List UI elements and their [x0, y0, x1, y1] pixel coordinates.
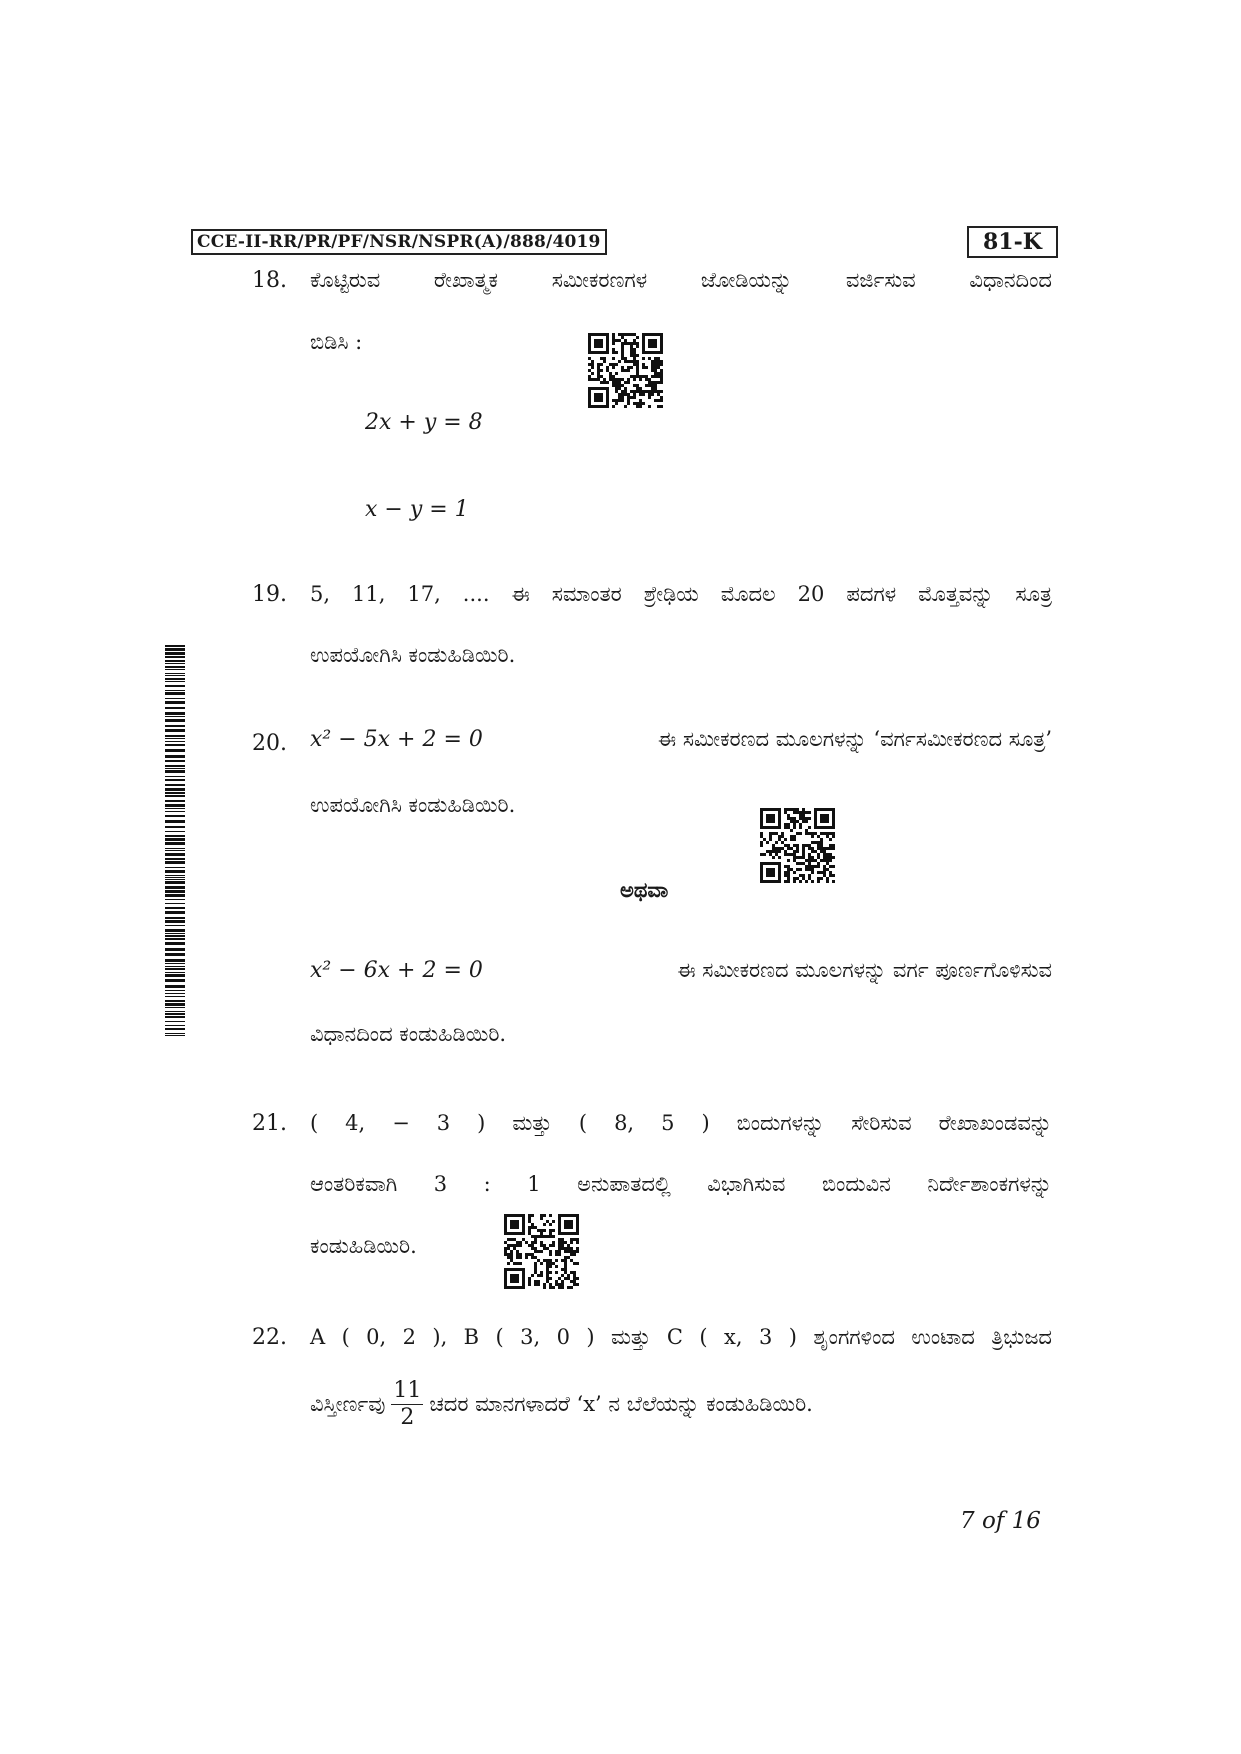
barcode-icon [165, 645, 185, 1040]
question-number: 22. [252, 1325, 287, 1350]
equation: 2x + y = 8 [365, 410, 483, 435]
quadratic-equation: x² − 5x + 2 = 0 [310, 727, 483, 752]
quadratic-equation: x² − 6x + 2 = 0 [310, 958, 483, 983]
question-paper-code: CCE-II-RR/PR/PF/NSR/NSPR(A)/888/4019 [191, 229, 607, 255]
fraction-numerator: 11 [393, 1378, 422, 1403]
question-text: ವಿಧಾನದಿಂದ ಕಂಡುಹಿಡಿಯಿರಿ. [310, 1022, 507, 1046]
question-number: 18. [252, 268, 287, 293]
page-number: 7 of 16 [960, 1508, 1041, 1534]
fraction [391, 1378, 423, 1431]
question-number: 19. [252, 582, 287, 607]
question-text: ಕೊಟ್ಟಿರುವ ರೇಖಾತ್ಮಕ ಸಮೀಕರಣಗಳ ಜೋಡಿಯನ್ನು ವರ್ಜಿಸುವ ವಿಧಾನದಿಂದ [310, 268, 1052, 292]
question-text: ಕಂಡುಹಿಡಿಯಿರಿ. [310, 1234, 417, 1258]
question-text: ವಿಸ್ತೀರ್ಣವು [310, 1392, 386, 1416]
question-text: ( 4, − 3 ) ಮತ್ತು ( 8, 5 ) ಬಿಂದುಗಳನ್ನು ಸೇರಿಸುವ ರೇಖಾಖಂಡವನ್ನು [310, 1111, 1052, 1135]
question-text: ಆಂತರಿಕವಾಗಿ 3 : 1 ಅನುಪಾತದಲ್ಲಿ ವಿಭಾಗಿಸುವ ಬಿಂದುವಿನ ನಿರ್ದೇಶಾಂಕಗಳನ್ನು [310, 1172, 1052, 1196]
or-separator: ಅಥವಾ [620, 877, 669, 902]
qr-code-icon [504, 1214, 581, 1291]
question-text: ಉಪಯೋಗಿಸಿ ಕಂಡುಹಿಡಿಯಿರಿ. [310, 793, 516, 817]
fraction-denominator: 2 [400, 1405, 415, 1430]
qr-code-icon [760, 808, 837, 885]
question-text: A ( 0, 2 ), B ( 3, 0 ) ಮತ್ತು C ( x, 3 ) ಶೃಂಗಗಳಿಂದ ಉಂಟಾದ ತ್ರಿಭುಜದ [310, 1325, 1052, 1349]
question-text: ಚದರ ಮಾನಗಳಾದರೆ ‘x’ ನ ಬೆಲೆಯನ್ನು ಕಂಡುಹಿಡಿಯಿರಿ. [429, 1392, 813, 1416]
qr-code-icon [588, 333, 665, 410]
question-text: ಈ ಸಮೀಕರಣದ ಮೂಲಗಳನ್ನು ವರ್ಗ ಪೂರ್ಣಗೊಳಿಸುವ [677, 958, 1052, 982]
question-number: 21. [252, 1111, 287, 1136]
equation: x − y = 1 [365, 497, 469, 522]
question-text: ಬಿಡಿಸಿ : [310, 330, 363, 354]
question-text: ಈ ಸಮೀಕರಣದ ಮೂಲಗಳನ್ನು ‘ವರ್ಗಸಮೀಕರಣದ ಸೂತ್ರ’ [657, 727, 1052, 751]
question-text: ಉಪಯೋಗಿಸಿ ಕಂಡುಹಿಡಿಯಿರಿ. [310, 643, 516, 667]
question-number: 20. [252, 731, 287, 756]
paper-number-box: 81-K [967, 226, 1058, 258]
question-text: 5, 11, 17, .... ಈ ಸಮಾಂತರ ಶ್ರೇಢಿಯ ಮೊದಲ 20 ಪದಗಳ ಮೊತ್ತವನ್ನು ಸೂತ್ರ [310, 582, 1052, 606]
